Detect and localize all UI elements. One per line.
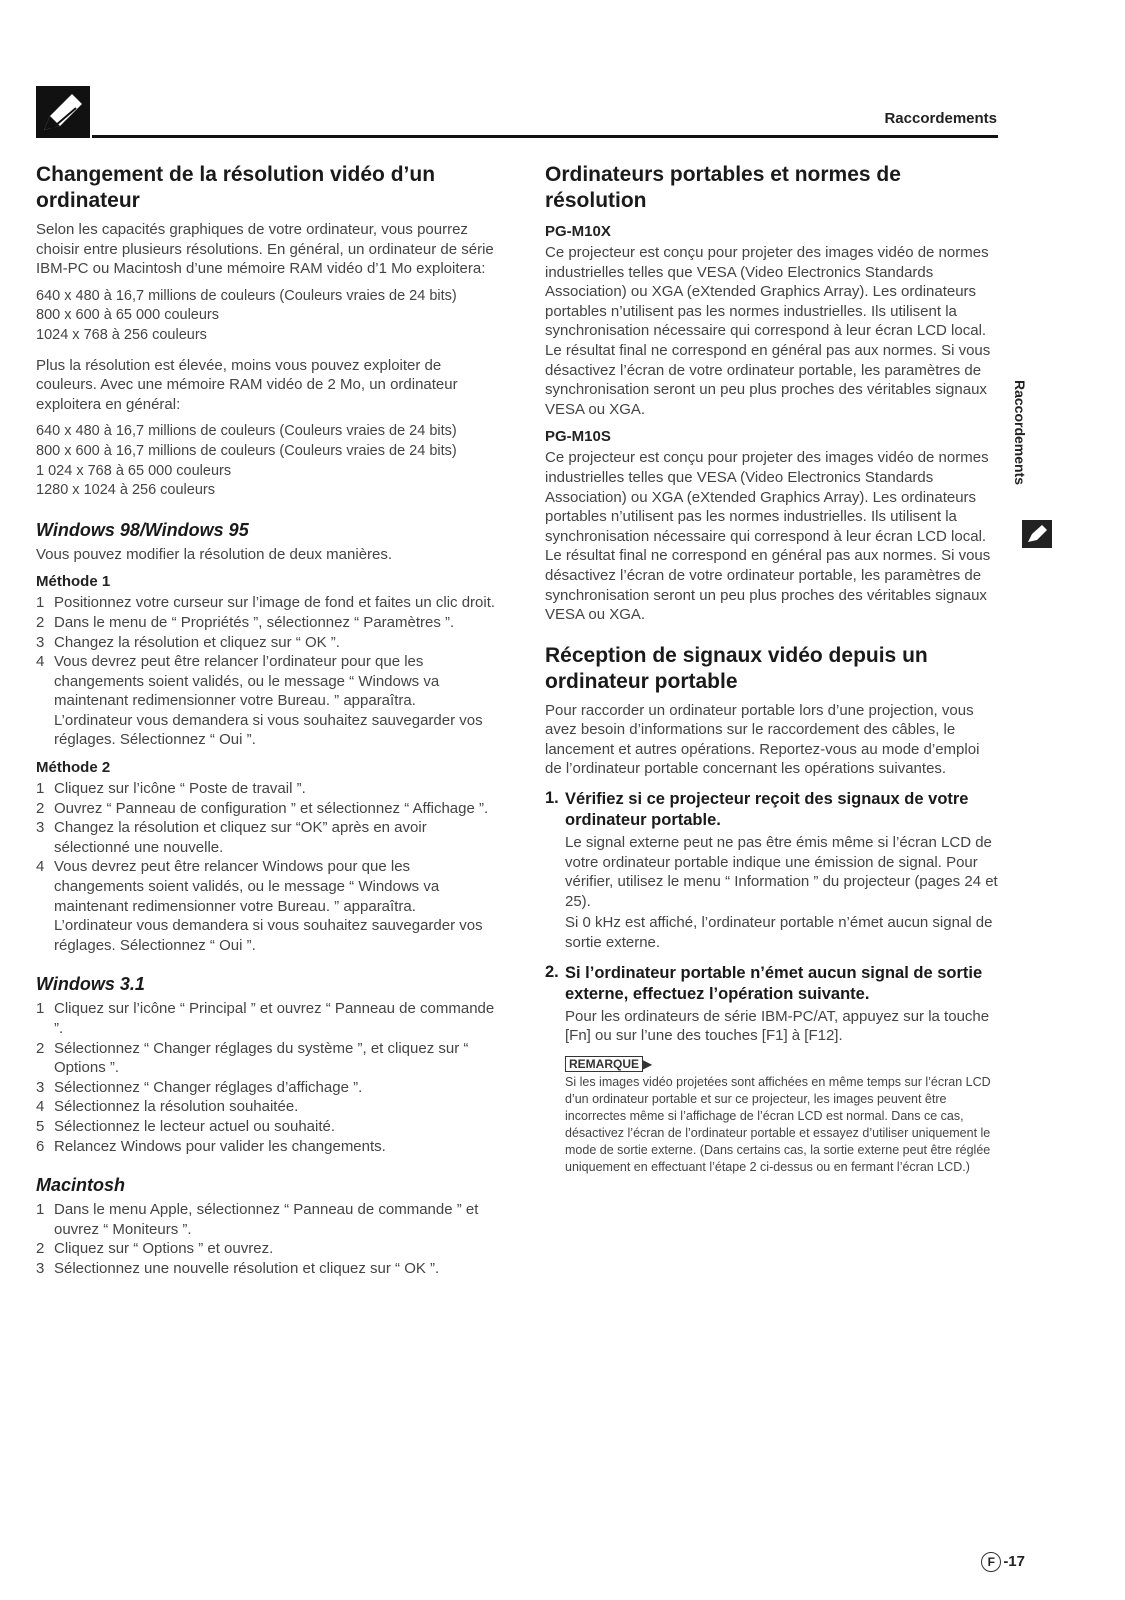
resolution-line: 640 x 480 à 16,7 millions de couleurs (Couleurs vraies de 24 bits) — [36, 423, 457, 440]
remark-label: REMARQUE — [565, 1056, 643, 1072]
pgm10x-heading: PG-M10X — [545, 223, 611, 240]
step-number: 1. — [545, 789, 559, 808]
header-rule — [92, 135, 998, 138]
list-item: 2 Cliquez sur “ Options ” et ouvrez. — [36, 1240, 274, 1258]
step-1 — [545, 789, 1000, 953]
list-item: 3 Changez la résolution et cliquez sur “OK” après en avoir sélectionné une nouvelle. — [36, 819, 427, 856]
remark-arrow-icon: ▶ — [643, 1056, 653, 1071]
list-item: 3 Changez la résolution et cliquez sur “ OK ”. — [36, 633, 340, 651]
remark-text: Si les images vidéo projetées sont affichées en même temps sur l’écran LCD d’un ordinateur portable et sur ce projecteur, les images peuvent être incorrectes même si l’affichage de l’écran LCD est normal. Dans ce cas, désactivez l’écran de l’ordinateur portable et essayez d’utiliser uniquement le mode de sortie externe. (Dans certains cas, la sortie externe peut être réglée uniquement en effectuant l’étape 2 ci-dessus ou en fermant l’écran LCD.) — [565, 1074, 991, 1174]
resolution-intro: Selon les capacités graphiques de votre ordinateur, vous pourrez choisir entre plusieurs résolutions. En général, un ordinateur de série IBM-PC ou Macintosh d’une mémoire RAM vidéo d’1 Mo exploitera: — [36, 221, 494, 278]
windows31-list — [36, 999, 496, 1156]
resolution-list-1mb — [36, 287, 496, 346]
side-tab-icon — [1022, 520, 1052, 548]
reception-title: Réception de signaux vidéo depuis un ordinateur portable — [545, 643, 928, 693]
step-title: Si l’ordinateur portable n’émet aucun signal de sortie externe, effectuez l’opération suivante. — [565, 963, 983, 1003]
section-logo-icon — [36, 86, 90, 138]
list-item: 1 Cliquez sur l’icône “ Poste de travail ”. — [36, 780, 306, 798]
pgm10x-text: Ce projecteur est conçu pour projeter des images vidéo de normes industrielles telles que VESA (Video Electronics Standards Association) ou XGA (eXtended Graphics Array). Les ordinateurs portables n’utilisent pas les normes industrielles. Ils utilisent la synchronisation nécessaire qui correspond à leur écran LCD local. Le résultat final ne correspond en général pas aux normes. Si vous désactivez l’écran de votre ordinateur portable, les paramètres de synchronisation seront un peu plus proches des véritables signaux VESA ou XGA. — [545, 244, 991, 418]
list-item: 6 Relancez Windows pour valider les changements. — [36, 1137, 386, 1155]
resolution-list-2mb — [36, 422, 496, 500]
step-text: Si 0 kHz est affiché, l’ordinateur portable n’émet aucun signal de sortie externe. — [565, 914, 993, 952]
macintosh-heading: Macintosh — [36, 1175, 126, 1196]
resolution-title: Changement de la résolution vidéo d’un ordinateur — [36, 163, 436, 212]
list-item: 1 Cliquez sur l’icône “ Principal ” et ouvrez “ Panneau de commande ”. — [36, 1000, 495, 1037]
pgm10s-heading: PG-M10S — [545, 428, 611, 446]
right-column — [545, 162, 1000, 1176]
method2-heading: Méthode 2 — [36, 759, 111, 777]
list-item: 2 Dans le menu de “ Propriétés ”, sélectionnez “ Paramètres ”. — [36, 613, 455, 631]
resolution-line: 800 x 600 à 16,7 millions de couleurs (Couleurs vraies de 24 bits) — [36, 442, 457, 459]
list-item: 4 Vous devrez peut être relancer Windows pour que les changements soient validés, ou le message “ Windows va maintenant redimensionner votre Bureau. ” apparaîtra. L’ordinateur vous demandera si vous souhaitez sauvegarder vos réglages. Sélectionnez “ Oui ”. — [36, 858, 483, 954]
side-tab-label: Raccordements — [1012, 380, 1028, 486]
page-number-text: -17 — [1003, 1553, 1025, 1570]
windows98-heading: Windows 98/Windows 95 — [36, 519, 249, 540]
list-item: 2 Sélectionnez “ Changer réglages du système ”, et cliquez sur “ Options ”. — [36, 1039, 469, 1077]
list-item: 3 Sélectionnez une nouvelle résolution et cliquez sur “ OK ”. — [36, 1259, 440, 1277]
list-item: 4 Vous devrez peut être relancer l’ordinateur pour que les changements soient validés, ou le message “ Windows va maintenant redimensionner votre Bureau. ” apparaîtra. L’ordinateur vous demandera si vous souhaitez sauvegarder vos réglages. Sélectionnez “ Oui ”. — [36, 653, 483, 749]
step-2 — [545, 963, 1000, 1046]
page-number — [981, 1552, 1025, 1572]
resolution-line: 1280 x 1024 à 256 couleurs — [36, 482, 215, 499]
reception-text: Pour raccorder un ordinateur portable lors d’une projection, vous avez besoin d’informations sur le raccordement des câbles, le lancement et autres opérations. Reportez-vous au mode d’emploi de l’ordinateur portable concernant les opérations suivantes. — [545, 701, 980, 778]
list-item: 5 Sélectionnez le lecteur actuel ou souhaité. — [36, 1117, 336, 1135]
list-item: 4 Sélectionnez la résolution souhaitée. — [36, 1098, 299, 1116]
step-text: Pour les ordinateurs de série IBM-PC/AT, appuyez sur la touche [Fn] ou sur l’une des touches [F1] à [F12]. — [565, 1007, 990, 1045]
section-label: Raccordements — [884, 110, 997, 127]
method2-list — [36, 779, 496, 955]
list-item: 1 Dans le menu Apple, sélectionnez “ Panneau de commande ” et ouvrez “ Moniteurs ”. — [36, 1201, 479, 1238]
windows98-intro: Vous pouvez modifier la résolution de deux manières. — [36, 545, 393, 563]
left-column — [36, 162, 496, 1283]
resolution-line: 640 x 480 à 16,7 millions de couleurs (Couleurs vraies de 24 bits) — [36, 287, 457, 304]
laptops-title: Ordinateurs portables et normes de résolution — [545, 163, 901, 212]
resolution-para2: Plus la résolution est élevée, moins vous pouvez exploiter de couleurs. Avec une mémoire RAM vidéo de 2 Mo, un ordinateur exploitera en général: — [36, 356, 458, 413]
windows31-heading: Windows 3.1 — [36, 974, 145, 995]
macintosh-list — [36, 1200, 496, 1278]
step-text: Le signal externe peut ne pas être émis même si l’écran LCD de votre ordinateur portable indique une émission de signal. Pour vérifier, utilisez le menu “ Information ” du projecteur (pages 24 et 25). — [565, 834, 998, 910]
list-item: 2 Ouvrez “ Panneau de configuration ” et sélectionnez “ Affichage ”. — [36, 799, 489, 817]
list-item: 3 Sélectionnez “ Changer réglages d’affichage ”. — [36, 1078, 363, 1096]
remark-block — [545, 1052, 1000, 1176]
method1-heading: Méthode 1 — [36, 573, 111, 591]
language-circle-icon: F — [981, 1552, 1001, 1572]
pgm10s-text: Ce projecteur est conçu pour projeter des images vidéo de normes industrielles telles que VESA (Video Electronics Standards Association) ou XGA (eXtended Graphics Array). Les ordinateurs portables n’utilisent pas les normes industrielles. Ils utilisent la synchronisation nécessaire qui correspond à leur écran LCD local. Le résultat final ne correspond en général pas aux normes. Si vous désactivez l’écran de votre ordinateur portable, les paramètres de synchronisation seront un peu plus proches des véritables signaux VESA ou XGA. — [545, 449, 991, 624]
method1-list — [36, 593, 496, 750]
resolution-line: 800 x 600 à 65 000 couleurs — [36, 307, 219, 324]
step-title: Vérifiez si ce projecteur reçoit des signaux de votre ordinateur portable. — [565, 790, 969, 830]
resolution-line: 1024 x 768 à 256 couleurs — [36, 326, 207, 343]
resolution-line: 1 024 x 768 à 65 000 couleurs — [36, 462, 232, 479]
list-item: 1 Positionnez votre curseur sur l’image de fond et faites un clic droit. — [36, 594, 496, 612]
step-number: 2. — [545, 962, 559, 981]
